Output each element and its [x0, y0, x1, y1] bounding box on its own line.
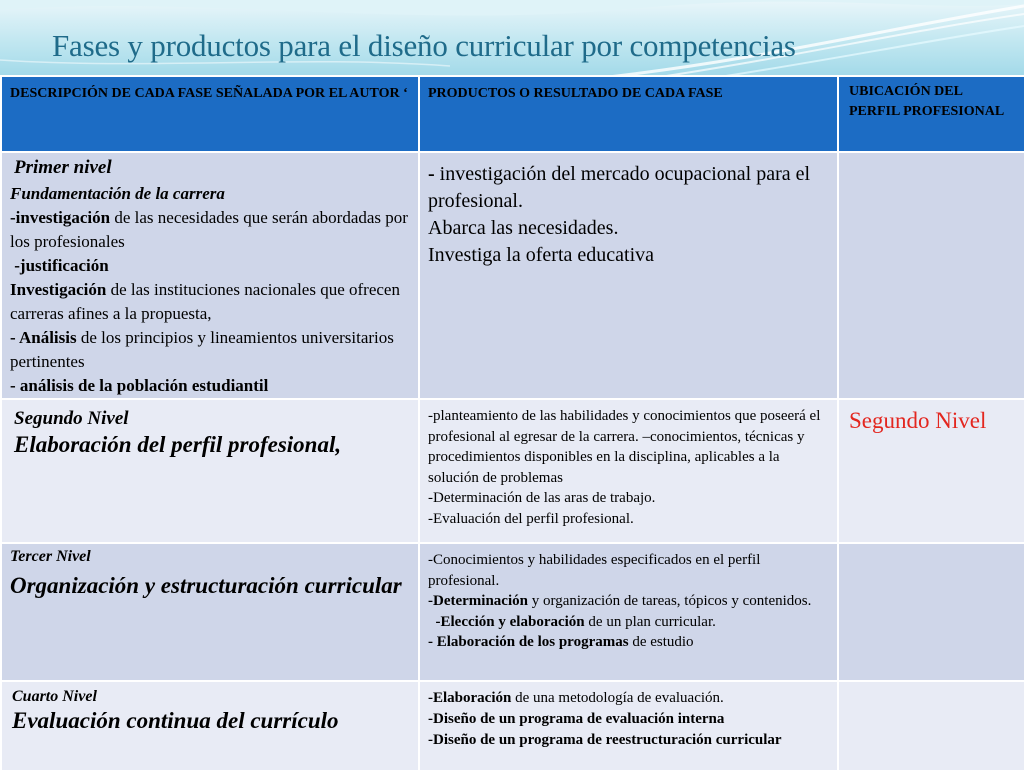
product-item: -Elaboración de una metodología de evaluación.: [428, 690, 724, 706]
table-row: [1, 681, 1024, 771]
product-item: -Diseño de un programa de evaluación interna: [428, 711, 725, 727]
table-row: [1, 543, 1024, 681]
products-cell: [419, 543, 838, 681]
location-cell: [838, 399, 1024, 543]
product-item: - Elaboración de los programas de estudio: [428, 634, 694, 650]
title-banner: [0, 0, 1024, 80]
product-item: Abarca las necesidades.: [428, 217, 619, 239]
product-item: -Elección y elaboración de un plan curricular.: [428, 613, 716, 630]
phase-title: Fundamentación de la carrera: [10, 184, 225, 203]
header-description: DESCRIPCIÓN DE CADA FASE SEÑALADA POR EL AUTOR ‘: [1, 76, 419, 152]
description-cell: [1, 152, 419, 399]
description-item: Investigación de las instituciones nacionales que ofrecen carreras afines a la propuesta,: [10, 280, 400, 323]
product-item: - investigación del mercado ocupacional para el profesional.: [428, 163, 811, 212]
phases-table: [0, 75, 1024, 772]
phase-title: Organización y estructuración curricular: [10, 573, 402, 598]
product-item: -Determinación de las aras de trabajo.: [428, 490, 656, 506]
slide-title: Fases y productos para el diseño curricular por competencias: [52, 28, 796, 63]
product-item: -Evaluación del perfil profesional.: [428, 510, 634, 527]
table-row: [1, 399, 1024, 543]
product-item: -Conocimientos y habilidades especificados en el perfil profesional.: [428, 552, 761, 589]
product-item: -planteamiento de las habilidades y conocimientos que poseerá el profesional al egresar de la carrera. –conocimientos, técnicas y procedimientos disponibles en la disciplina, aplicables a la solución de problemas: [428, 408, 821, 486]
header-products: PRODUCTOS O RESULTADO DE CADA FASE: [419, 76, 838, 152]
product-item: -Diseño de un programa de reestructuración curricular: [428, 732, 782, 748]
description-item: - Análisis de los principios y lineamientos universitarios pertinentes: [10, 328, 394, 371]
header-location: UBICACIÓN DEL PERFIL PROFESIONAL: [838, 76, 1024, 152]
phase-title: Evaluación continua del currículo: [12, 708, 339, 733]
description-cell: [1, 399, 419, 543]
description-cell: [1, 681, 419, 771]
product-item: Investiga la oferta educativa: [428, 244, 654, 266]
description-item: -justificación: [10, 256, 109, 275]
products-cell: [419, 152, 838, 399]
products-cell: [419, 399, 838, 543]
description-item: - análisis de la población estudiantil: [10, 376, 269, 395]
level-label: Segundo Nivel: [14, 408, 129, 429]
phase-title: Elaboración del perfil profesional,: [14, 432, 342, 457]
location-label: Segundo Nivel: [849, 408, 987, 433]
product-item: -Determinación y organización de tareas, tópicos y contenidos.: [428, 593, 812, 609]
level-label: Cuarto Nivel: [12, 688, 97, 705]
level-label: Tercer Nivel: [10, 548, 91, 565]
description-item: -investigación de las necesidades que serán abordadas por los profesionales: [10, 208, 408, 251]
location-cell: [838, 681, 1024, 771]
description-cell: [1, 543, 419, 681]
table-header-row: [1, 76, 1024, 152]
products-cell: [419, 681, 838, 771]
location-cell: [838, 152, 1024, 399]
level-label: Primer nivel: [14, 157, 112, 178]
location-cell: [838, 543, 1024, 681]
table-row: [1, 152, 1024, 399]
